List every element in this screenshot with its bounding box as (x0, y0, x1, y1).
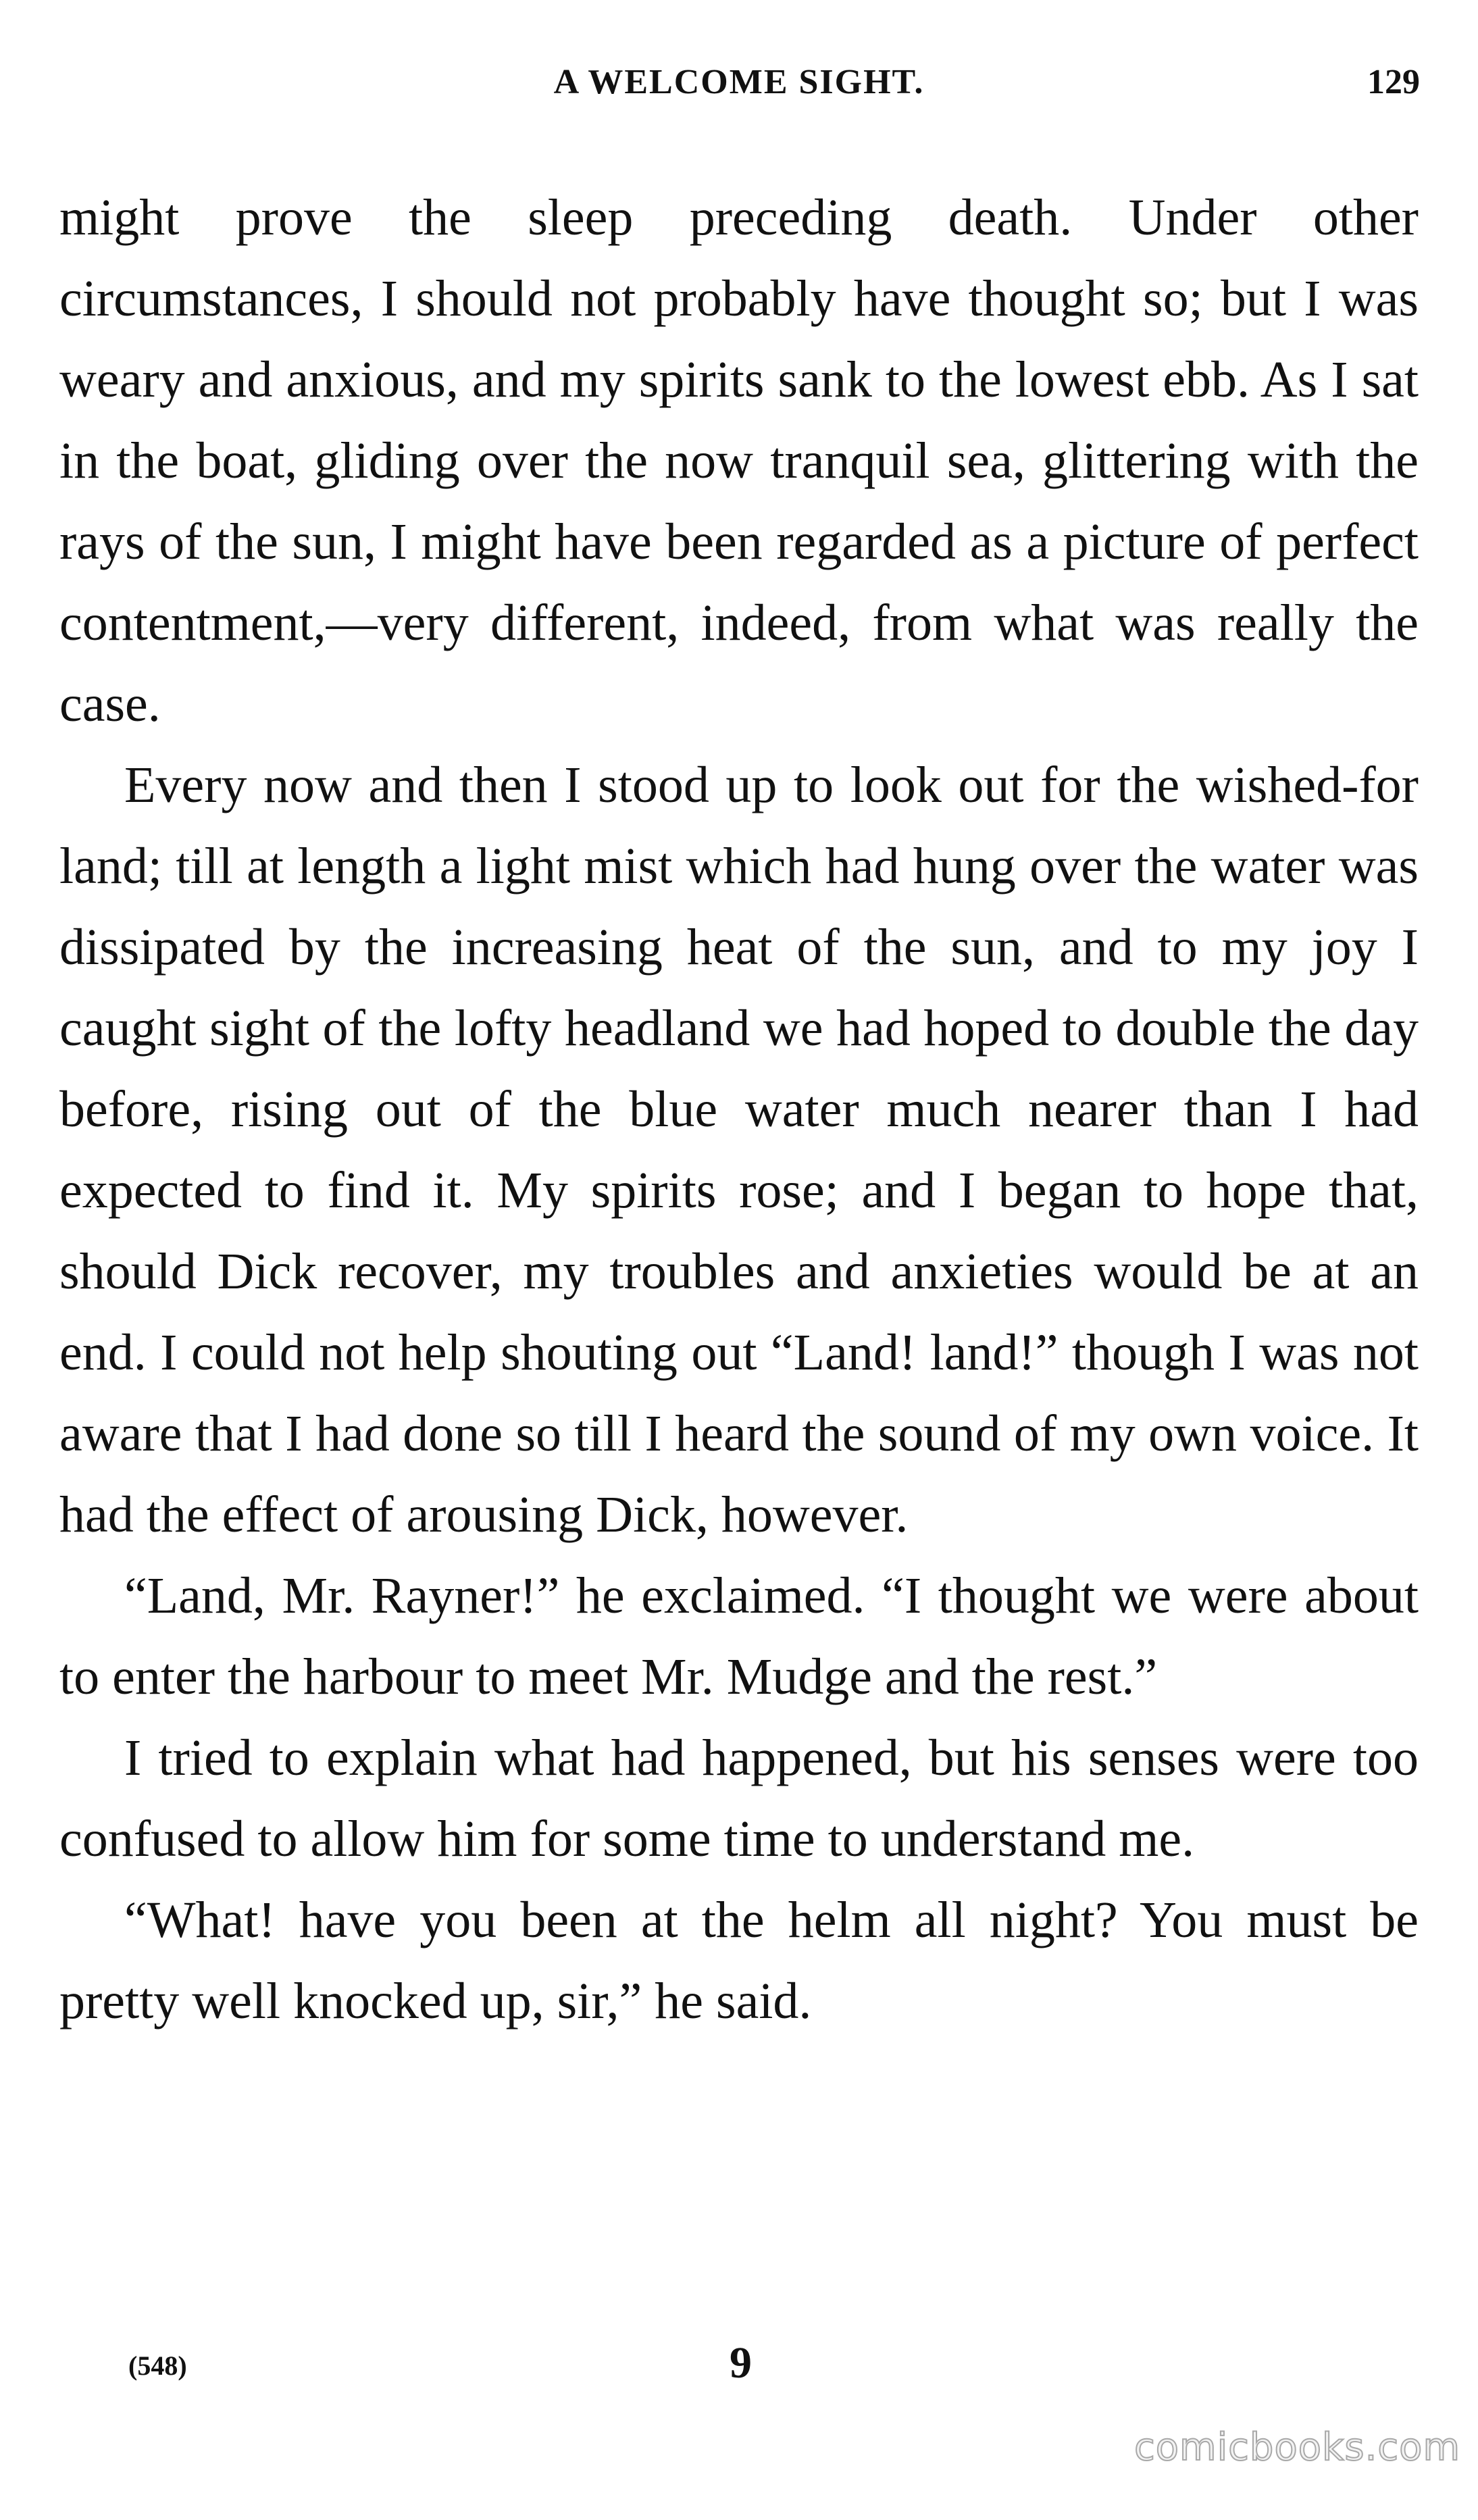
running-head (0, 62, 1478, 109)
printer-mark: (548) (128, 2350, 187, 2381)
body-text (59, 177, 1419, 2042)
running-title: A WELCOME SIGHT. (553, 63, 925, 101)
watermark-logo: comicbooks.com (1133, 2425, 1460, 2469)
paragraph-helm: “What! have you been at the helm all night? You must be pretty well knocked up, sir,” he said. (59, 1892, 1419, 2030)
paragraph-dick-exclaims: “Land, Mr. Rayner!” he exclaimed. “I thought we were about to enter the harbour to meet Mr. Mudge and the rest.” (59, 1567, 1419, 1705)
page-number: 129 (1367, 63, 1420, 101)
paragraph-land-sighted: Every now and then I stood up to look out for the wished-for land; till at length a light mist which had hung over the water was dissipated by the increasing heat of the sun, and to my joy I caught sight of the lofty headland we had hoped to double the day before, rising out of the blue water much nearer than I had expected to find it. My spirits rose; and I began to hope that, should Dick recover, my troubles and anxieties would be at an end. I could not help shouting out “Land! land!” though I was not aware that I had done so till I heard the sound of my own voice. It had the effect of arousing Dick, however. (59, 757, 1419, 1543)
paragraph-continuation: might prove the sleep preceding death. Under other circumstances, I should not probably have thought so; but I was weary and anxious, and my spirits sank to the lowest ebb. As I sat in the boat, gliding over the now tranquil sea, glittering with the rays of the sun, I might have been regarded as a picture of perfect contentment,—very different, indeed, from what was really the case. (59, 189, 1419, 732)
signature-mark: 9 (730, 2338, 752, 2388)
paragraph-explain: I tried to explain what had happened, but his senses were too confused to allow him for some time to understand me. (59, 1730, 1419, 1867)
